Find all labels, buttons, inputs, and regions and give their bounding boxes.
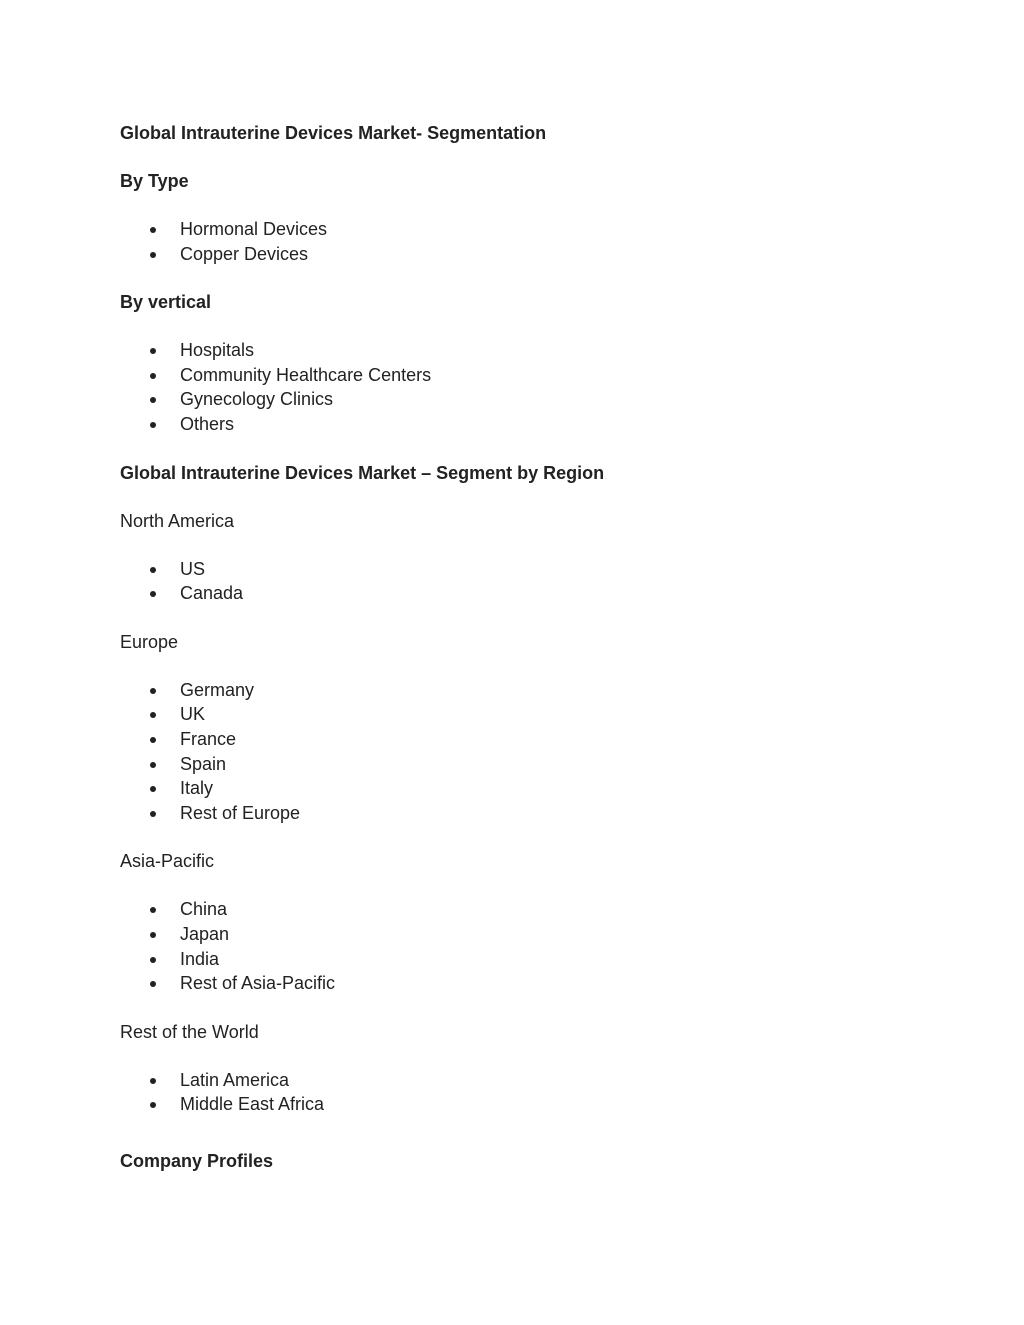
list-item: India	[120, 947, 940, 972]
bullet-icon	[150, 712, 156, 718]
list-item: Others	[120, 412, 940, 437]
bullet-icon	[150, 811, 156, 817]
list-item: Latin America	[120, 1068, 940, 1093]
bullet-icon	[150, 957, 156, 963]
list-item: Japan	[120, 922, 940, 947]
by-region-heading: Global Intrauterine Devices Market – Segment by Region	[120, 462, 605, 483]
bullet-icon	[150, 932, 156, 938]
list-item: China	[120, 897, 940, 922]
bullet-icon	[150, 1078, 156, 1084]
list-item: France	[120, 727, 940, 752]
list-item: Middle East Africa	[120, 1092, 940, 1117]
bullet-icon	[150, 591, 156, 597]
region-name-rest-of-world: Rest of the World	[120, 1021, 259, 1042]
bullet-icon	[150, 762, 156, 768]
by-vertical-heading: By vertical	[120, 292, 212, 313]
bullet-icon	[150, 373, 156, 379]
bullet-icon	[150, 907, 156, 913]
asia-pacific-list	[120, 897, 940, 995]
list-item: Canada	[120, 581, 940, 606]
list-item: UK	[120, 702, 940, 727]
north-america-list	[120, 557, 940, 606]
bullet-icon	[150, 567, 156, 573]
bullet-icon	[150, 227, 156, 233]
list-item: US	[120, 557, 940, 582]
list-item: Hospitals	[120, 338, 940, 363]
region-name-asia-pacific: Asia-Pacific	[120, 851, 215, 872]
list-item: Germany	[120, 678, 940, 703]
bullet-icon	[150, 397, 156, 403]
region-name-europe: Europe	[120, 631, 179, 652]
list-item: Gynecology Clinics	[120, 387, 940, 412]
bullet-icon	[150, 348, 156, 354]
list-item: Hormonal Devices	[120, 217, 940, 242]
by-vertical-list	[120, 338, 940, 436]
company-profiles-heading: Company Profiles	[120, 1150, 274, 1171]
europe-list	[120, 678, 940, 826]
list-item: Spain	[120, 752, 940, 777]
bullet-icon	[150, 688, 156, 694]
list-item: Rest of Europe	[120, 801, 940, 826]
bullet-icon	[150, 981, 156, 987]
by-type-heading: By Type	[120, 171, 189, 191]
document-title: Global Intrauterine Devices Market- Segmentation	[120, 123, 547, 143]
region-name-north-america: North America	[120, 510, 235, 531]
document-page	[120, 121, 940, 1173]
bullet-icon	[150, 786, 156, 792]
bullet-icon	[150, 422, 156, 428]
bullet-icon	[150, 1102, 156, 1108]
by-type-list	[120, 217, 940, 266]
list-item: Copper Devices	[120, 242, 940, 267]
list-item: Rest of Asia-Pacific	[120, 971, 940, 996]
bullet-icon	[150, 252, 156, 258]
list-item: Community Healthcare Centers	[120, 363, 940, 388]
bullet-icon	[150, 737, 156, 743]
rest-of-world-list	[120, 1068, 940, 1117]
list-item: Italy	[120, 776, 940, 801]
